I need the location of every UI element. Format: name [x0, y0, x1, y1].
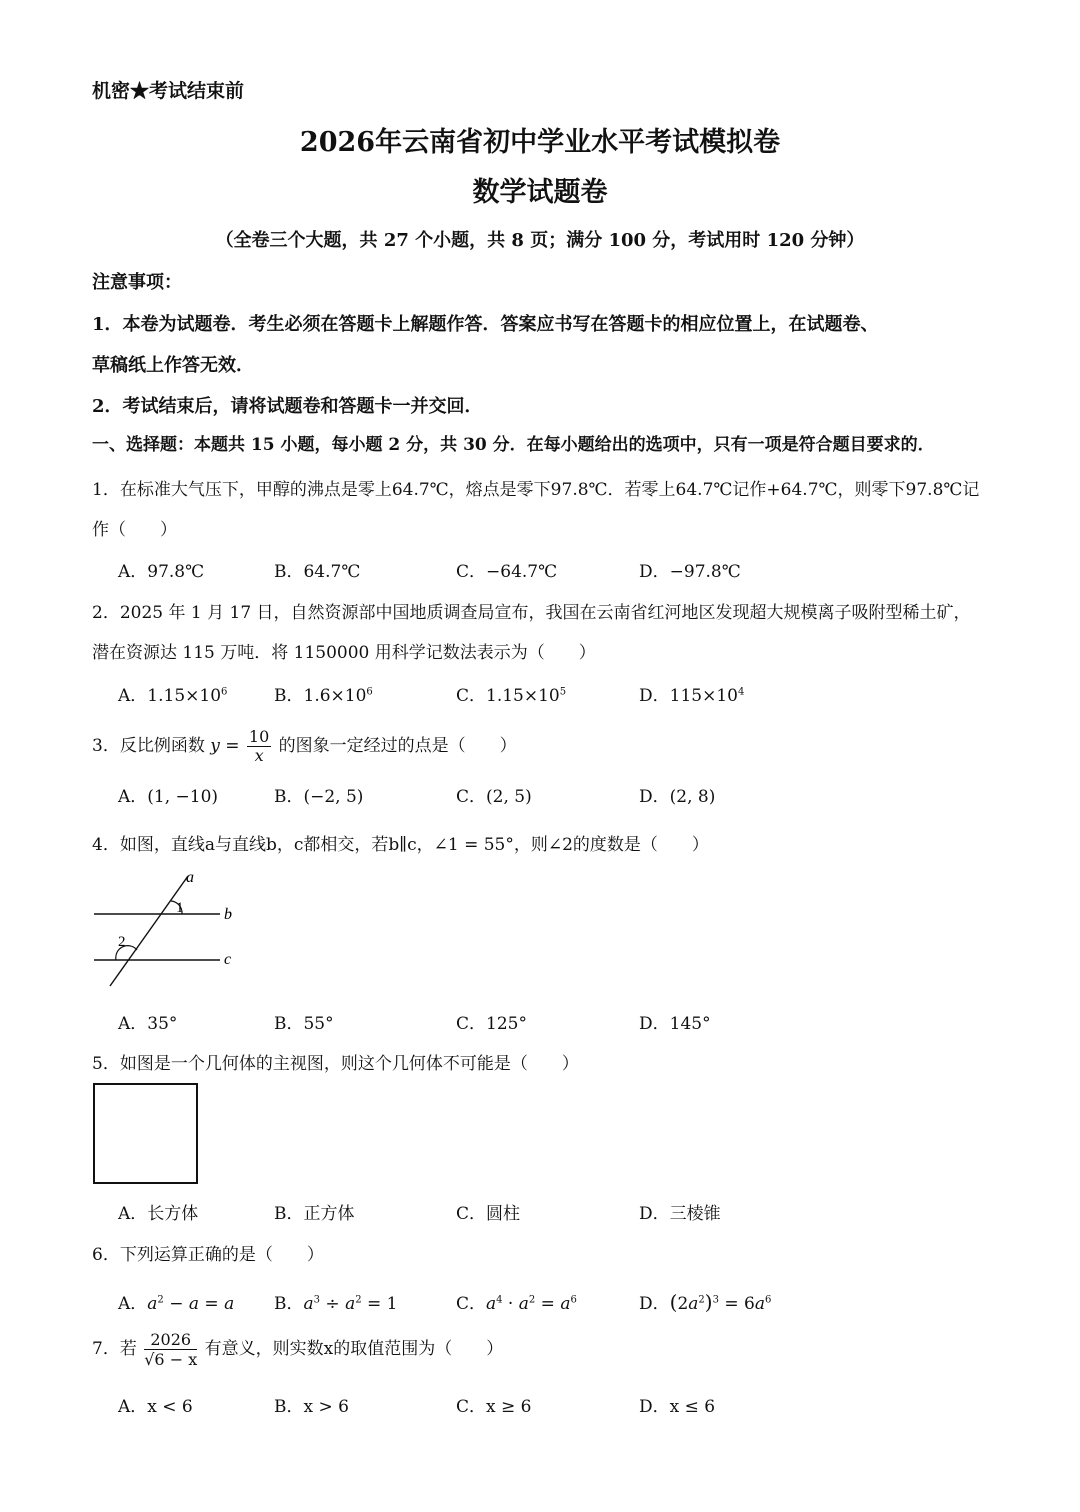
q4-option-a: A．35° — [118, 1014, 178, 1034]
question-7-text: 7．若 $\frac{2026}{√6 - x}$ 有意义，则实数x的取值范围为（ ） — [92, 1330, 504, 1369]
q7-option-a: A．x < 6 — [118, 1397, 193, 1417]
line-a — [110, 876, 188, 986]
exam-title: 2026年云南省初中学业水平考试模拟卷 — [299, 127, 781, 158]
question-2-text: 潜在资源达 115 万吨．将 1150000 用科学记数法表示为（ ） — [92, 643, 596, 663]
q4-option-b: B．55° — [274, 1014, 334, 1034]
question-5-text: 5．如图是一个几何体的主视图，则这个几何体不可能是（ ） — [92, 1054, 579, 1074]
q1-option-b: B．64.7℃ — [274, 562, 361, 582]
label-c: c — [224, 951, 232, 968]
q1-option-c: C．−64.7℃ — [456, 562, 558, 582]
q3-option-a: A．(1, −10) — [118, 787, 219, 807]
parallel-lines-figure — [88, 862, 248, 992]
label-b: b — [224, 906, 232, 923]
question-1-text: 1．在标准大气压下，甲醇的沸点是零上64.7℃，熔点是零下97.8℃．若零上64.7℃记作+64.7℃，则零下97.8℃记 — [92, 480, 980, 500]
q2-option-d: D．$115\times 10^4$ — [639, 686, 745, 706]
label-angle-2: 2 — [118, 934, 126, 950]
q2-option-b: B．$1.6\times 10^6$ — [274, 686, 373, 706]
note-line: 2．考试结束后，请将试题卷和答题卡一并交回． — [92, 396, 483, 417]
question-6-text: 6．下列运算正确的是（ ） — [92, 1245, 324, 1265]
q5-option-b: B．正方体 — [274, 1204, 355, 1224]
question-4-text: 4．如图，直线a与直线b，c都相交，若b∥c，∠1 = 55°，则∠2的度数是（ ） — [92, 835, 709, 855]
q3-option-d: D．(2, 8) — [639, 787, 716, 807]
q5-option-d: D．三棱锥 — [639, 1204, 721, 1224]
question-3-text: 3．反比例函数 y = $\frac{10}{x}$ 的图象一定经过的点是（ ） — [92, 727, 517, 765]
q3-option-b: B．(−2, 5) — [274, 787, 364, 807]
label-angle-1: 1 — [176, 900, 184, 916]
question-2-text: 2．2025 年 1 月 17 日，自然资源部中国地质调查局宣布，我国在云南省红河地区发现超大规模离子吸附型稀土矿， — [92, 603, 971, 623]
q5-option-c: C．圆柱 — [456, 1204, 521, 1224]
question-1-text: 作（ ） — [92, 520, 177, 540]
section-heading: 一、选择题：本题共 15 小题，每小题 2 分，共 30 分．在每小题给出的选项中，只有一项是符合题目要求的． — [92, 435, 935, 455]
q1-option-d: D．−97.8℃ — [639, 562, 741, 582]
q7-option-d: D．x ≤ 6 — [639, 1397, 716, 1417]
exam-info: （全卷三个大题，共 27 个小题，共 8 页；满分 100 分，考试用时 120 分钟） — [215, 230, 865, 251]
note-line: 1．本卷为试题卷．考生必须在答题卡上解题作答．答案应书写在答题卡的相应位置上，在试题卷、 — [92, 314, 879, 335]
exam-subtitle: 数学试题卷 — [472, 177, 608, 208]
q7-option-b: B．x > 6 — [274, 1397, 349, 1417]
note-line: 草稿纸上作答无效． — [92, 355, 254, 376]
q6-option-a: A．$a^2 - a = a$ — [118, 1294, 235, 1314]
q5-option-a: A．长方体 — [118, 1204, 199, 1224]
q3-option-c: C．(2, 5) — [456, 787, 532, 807]
q7-option-c: C．x ≥ 6 — [456, 1397, 532, 1417]
q6-option-c: C．$a^4 \cdot a^2 = a^6$ — [456, 1294, 577, 1314]
q6-option-b: B．$a^3 \div a^2 = 1$ — [274, 1294, 398, 1314]
q2-option-a: A．$1.15\times 10^6$ — [118, 686, 228, 706]
front-view-square — [93, 1083, 198, 1184]
q1-option-a: A．97.8℃ — [118, 562, 205, 582]
q2-option-c: C．$1.15\times 10^5$ — [456, 686, 567, 706]
q4-option-d: D．145° — [639, 1014, 711, 1034]
q6-option-d: D．$(2a^2)^3 = 6a^6$ — [639, 1290, 772, 1314]
label-a: a — [186, 869, 194, 886]
confidential-mark: 机密★考试结束前 — [92, 80, 245, 102]
notes-heading: 注意事项： — [92, 272, 182, 293]
q4-option-c: C．125° — [456, 1014, 527, 1034]
